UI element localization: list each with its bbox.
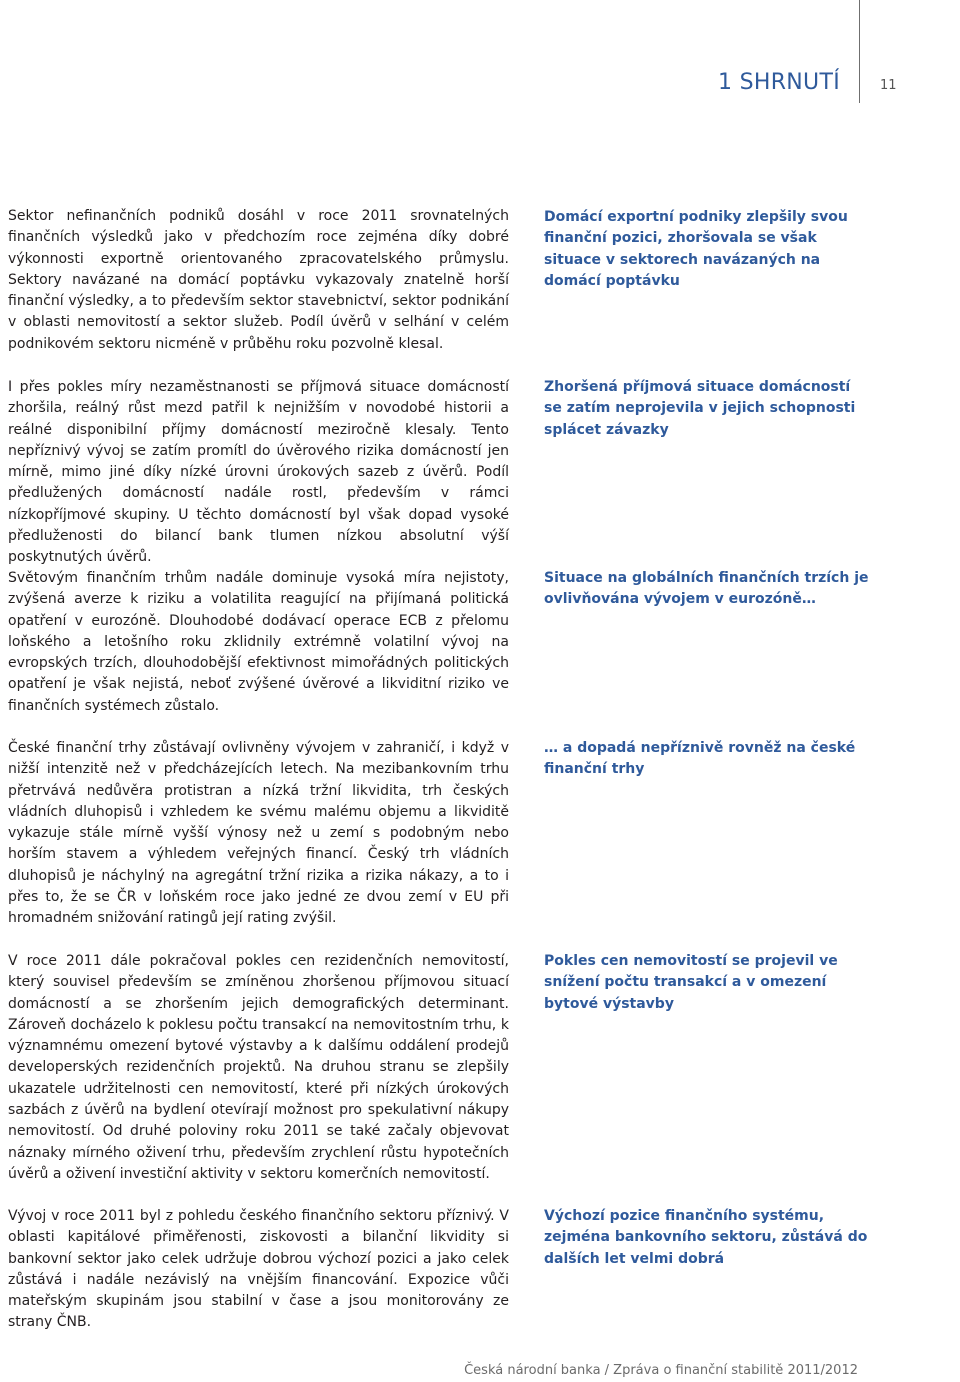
margin-note-czech-markets: … a dopadá nepříznivě rovněž na české finanční trhy xyxy=(544,740,856,778)
header-divider xyxy=(859,0,860,103)
margin-note-corporate-sector: Domácí exportní podniky zlepšily svou finanční pozici, zhoršovala se však situace v sektorech navázaných na domácí poptávku xyxy=(544,209,848,289)
body-paragraph-corporate-sector: Sektor nefinančních podniků dosáhl v roce 2011 srovnatelných finančních výsledků jako v předchozím roce zejména díky dobré výkonnosti exportně orientovaného zpracovatelského průmyslu. Sektory navázané na domácí poptávku vykazovaly znatelně horší finanční výsledky, a to především sektor stavebnictví, sektor podnikání v oblasti nemovitostí a sektor služeb. Podíl úvěrů v selhání v celém podnikovém sektoru nicméně v průběhu roku pozvolně klesal. xyxy=(8,208,509,352)
page-footer: Česká národní banka / Zpráva o finanční stabilitě 2011/2012 xyxy=(464,1363,858,1378)
chapter-title: 1 SHRNUTÍ xyxy=(718,70,840,95)
body-paragraph-financial-sector: Vývoj v roce 2011 byl z pohledu českého finančního sektoru příznivý. V oblasti kapitálové přiměřenosti, ziskovosti a bilanční likvidity si bankovní sektor jako celek udržuje dobrou výchozí pozici a jako celek zůstává i nadále nezávislý na vnějším financování. Expozice vůči mateřským skupinám jsou stabilní v čase a jsou monitorovány ze strany ČNB. xyxy=(8,1208,509,1331)
body-paragraph-households: I přes pokles míry nezaměstnanosti se příjmová situace domácností zhoršila, reálný růst mezd patřil k nejnižším v novodobé historii a reálné disponibilní příjmy domácností meziročně klesaly. Tento nepříznivý vývoj se zatím promítl do úvěrového rizika domácností jen mírně, mimo jiné díky nízké úrovni úrokových sazeb z úvěrů. Podíl předlužených domácností nadále rostl, především v rámci nízkopříjmové skupiny. U těchto domácností byl však dopad vysoké předluženosti do bilancí bank tlumen nízkou absolutní výší poskytnutých úvěrů. xyxy=(8,379,509,566)
margin-note-financial-sector: Výchozí pozice finančního systému, zejména bankovního sektoru, zůstává do dalších let velmi dobrá xyxy=(544,1208,868,1267)
page-number: 11 xyxy=(880,78,897,93)
body-paragraph-global-markets: Světovým finančním trhům nadále dominuje vysoká míra nejistoty, zvýšená averze k riziku a volatilita reagující na přijímaná politická opatření v eurozóně. Dlouhodobé dodávací operace ECB z přelomu loňského a letošního roku zklidnily extrémně volatilní vývoj na evropských trzích, dlouhodobější efektivnost mimořádných politických opatření je však nejistá, neboť zvýšené úvěrové a likviditní riziko ve finančních systémech zůstalo. xyxy=(8,570,509,714)
margin-note-real-estate: Pokles cen nemovitostí se projevil ve snížení počtu transakcí a v omezení bytové výstavby xyxy=(544,953,838,1012)
margin-note-global-markets: Situace na globálních finančních trzích je ovlivňována vývojem v eurozóně… xyxy=(544,570,869,608)
body-paragraph-czech-markets: České finanční trhy zůstávají ovlivněny vývojem v zahraničí, i když v nižší intenzitě než v předcházejících letech. Na mezibankovním trhu přetrvává nedůvěra protistran a nízká tržní likvidita, trh českých vládních dluhopisů i vzhledem ke svému malému objemu a likviditě vykazuje stále mírně vyšší výnosy než u zemí s podobným nebo horším stavem a výhledem veřejných financí. Český trh vládních dluhopisů je náchylný na agregátní tržní rizika a rizika nákazy, a to i přes to, že se ČR v loňském roce jako jedné ze dvou zemí v EU při hromadném snižování ratingů její rating zvýšil. xyxy=(8,740,509,927)
margin-note-households: Zhoršená příjmová situace domácností se zatím neprojevila v jejich schopnosti splácet závazky xyxy=(544,379,856,438)
body-paragraph-real-estate: V roce 2011 dále pokračoval pokles cen rezidenčních nemovitostí, který souvisel především se zmíněnou zhoršenou příjmovou situací domácností a se zhoršením jejich demografických determinant. Zároveň docházelo k poklesu počtu transakcí na nemovitostním trhu, k významnému omezení bytové výstavby a k dalšímu oddálení prodejů developerských rezidenčních projektů. Na druhou stranu se zlepšily ukazatele udržitelnosti cen nemovitostí, které při nízkých úrokových sazbách z úvěrů na bydlení otevírají možnost pro spekulativní nákupy nemovitostí. Od druhé poloviny roku 2011 se také začaly objevovat náznaky mírného oživení trhu, především zrychlení růstu hypotečních úvěrů a oživení investiční aktivity v sektoru komerčních nemovitostí. xyxy=(8,953,509,1182)
